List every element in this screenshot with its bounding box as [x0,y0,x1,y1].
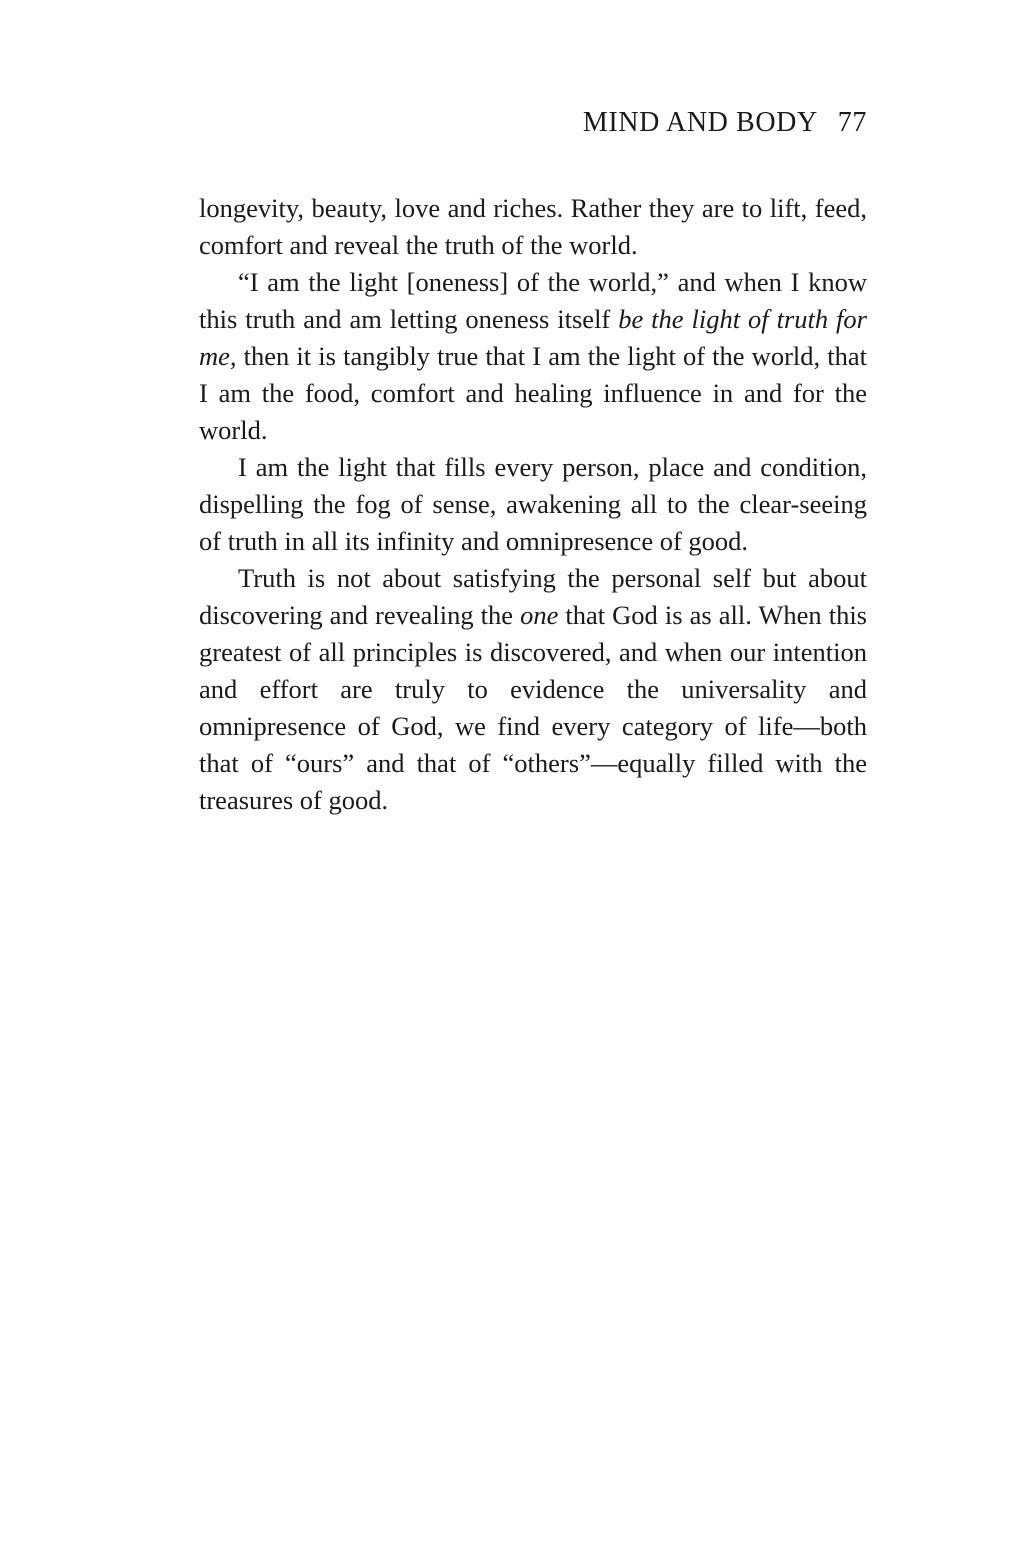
chapter-title: MIND AND BODY [582,107,818,138]
italic-text-run: be the light of truth for me, [199,304,867,371]
text-run: that God is as all. When this greatest of all principles is discovered, and when our intention and effort are truly to evidence the universality and omnipresence of God, we find every category of life—both that of “ours” and that of “others”—equally filled with the treasures of good. [199,600,867,815]
text-run: then it is tangibly true that I am the light of the world, that I am the food, comfort and healing influence in and for the world. [199,341,867,445]
text-run: “I am the light [oneness] of the world,” and when I know this truth and am letting oneness itself [199,267,867,334]
paragraph [199,449,867,560]
text-run: longevity, beauty, love and riches. Rather they are to lift, feed, comfort and reveal the truth of the world. [199,193,867,260]
body-text [199,190,867,819]
text-run: Truth is not about satisfying the personal self but about discovering and revealing the [199,563,867,630]
italic-text-run: one [520,600,559,630]
paragraph [199,560,867,819]
page-number: 77 [837,107,867,138]
paragraph [199,264,867,449]
text-run: I am the light that fills every person, place and condition, dispelling the fog of sense, awakening all to the clear-seeing of truth in all its infinity and omnipresence of good. [199,452,867,556]
paragraph [199,190,867,264]
running-header [199,107,867,139]
